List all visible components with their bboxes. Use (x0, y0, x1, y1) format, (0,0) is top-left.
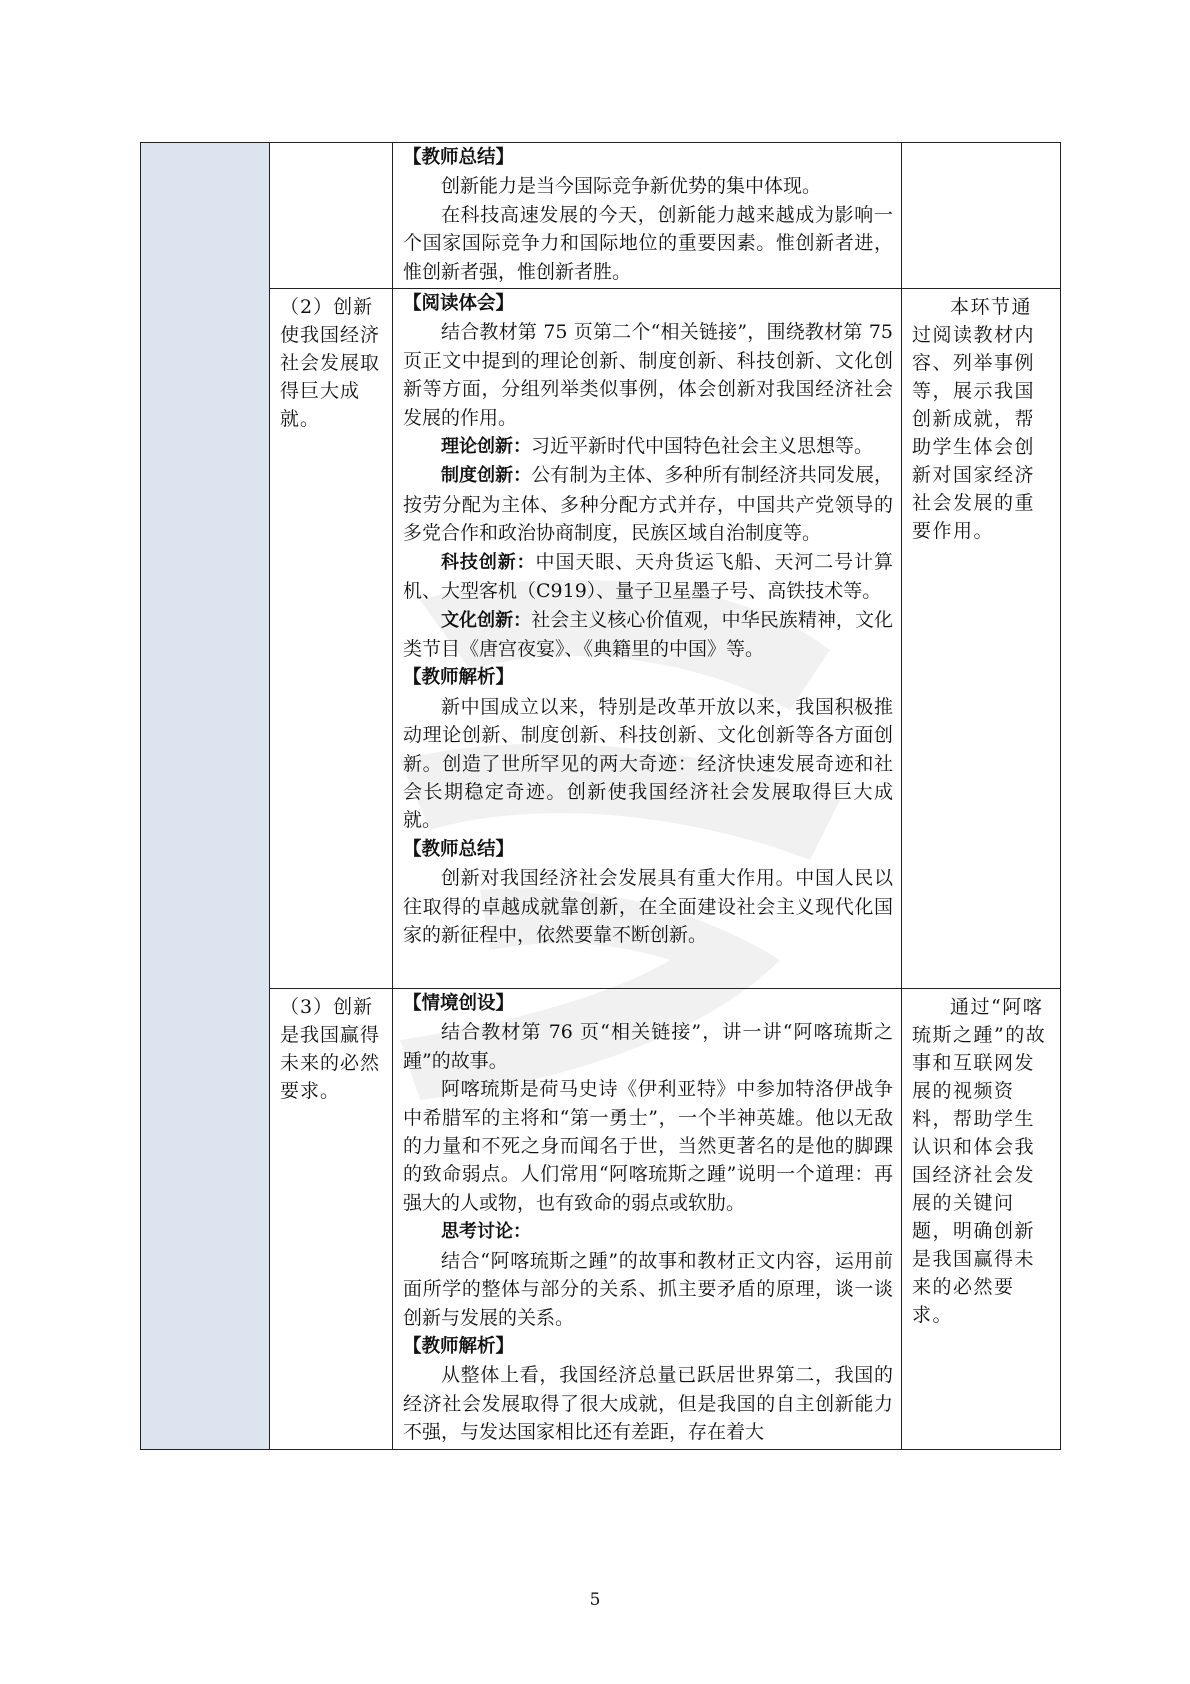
subtopic-text: （2）创新使我国经济社会发展取得巨大成就。 (280, 296, 381, 431)
subtopic-text (270, 143, 392, 147)
paragraph-label: 制度创新： (441, 465, 532, 487)
paragraph-body: 中国天眼、天舟货运飞船、天河二号计算机、大型客机（C919）、量子卫星墨子号、高铁技术等。 (403, 550, 893, 603)
subtopic-cell (270, 989, 393, 1450)
note-text (902, 289, 1060, 545)
paragraph-body: 社会主义核心价值观，中华民族精神，文化类节目《唐宫夜宴》、《典籍里的中国》等。 (403, 608, 893, 660)
paragraph-body: 公有制为主体、多种所有制经济共同发展，按劳分配为主体、多种分配方式并存，中国共产党领导的多党合作和政治协商制度，民族区域自治制度等。 (403, 464, 893, 545)
paragraph: 阿喀琉斯是荷马史诗《伊利亚特》中参加特洛伊战争中希腊军的主将和“第一勇士”，一个半神英雄。他以无敌的力量和不死之身而闻名于世，当然更著名的是他的脚踝的致命弱点。人们常用“阿喀琉斯之踵”说明一个道理：再强大的人或物，也有致命的弱点或软肋。 (403, 1078, 893, 1214)
section-column (141, 143, 270, 1450)
content-cell (393, 143, 902, 289)
paragraph-label: 思考讨论： (441, 1221, 531, 1243)
paragraph-label: 科技创新： (441, 551, 536, 573)
note-cell (902, 143, 1061, 289)
subtopic-text: （3）创新是我国赢得未来的必然要求。 (280, 996, 381, 1103)
content-cell (393, 289, 902, 989)
paragraph: 创新对我国经济社会发展具有重大作用。中国人民以往取得的卓越成就靠创新，在全面建设社会主义现代化国家的新征程中，依然要靠不断创新。 (403, 867, 893, 946)
note-body: 通过“阿喀琉斯之踵”的故事和互联网发展的视频资料，帮助学生认识和体会我国经济社会发展的关键问题，明确创新是我国赢得未来的必然要求。 (912, 996, 1047, 1327)
paragraph: 结合教材第 76 页“相关链接”，讲一讲“阿喀琉斯之踵”的故事。 (403, 1021, 893, 1072)
content-block (393, 144, 901, 288)
table-row (141, 289, 1061, 989)
subtopic-cell (270, 289, 393, 989)
paragraph (403, 432, 893, 461)
section-heading: 【教师解析】 (403, 667, 515, 689)
paragraph-body: 习近平新时代中国特色社会主义思想等。 (531, 435, 874, 458)
table-row (141, 989, 1061, 1450)
page-number: 5 (589, 1590, 601, 1610)
content-block (393, 290, 901, 951)
paragraph (403, 461, 893, 547)
paragraph (403, 1217, 893, 1246)
note-cell (902, 989, 1061, 1450)
subtopic-cell (270, 143, 393, 289)
section-heading: 【教师总结】 (403, 147, 515, 168)
paragraph: 结合“阿喀琉斯之踵”的故事和教材正文内容，运用前面所学的整体与部分的关系、抓主要矛盾的原理，谈一谈创新与发展的关系。 (403, 1249, 893, 1329)
content-block (393, 990, 901, 1449)
paragraph: 结合教材第 75 页第二个“相关链接”，围绕教材第 75 页正文中提到的理论创新、制度创新、科技创新、文化创新等方面，分组列举类似事例，体会创新对我国经济社会发展的作用。 (403, 321, 893, 429)
lesson-plan-table (140, 142, 1061, 1450)
paragraph (403, 548, 893, 606)
section-heading: 【情境创设】 (403, 993, 515, 1015)
paragraph (403, 606, 893, 664)
note-text (902, 989, 1060, 1329)
note-cell (902, 289, 1061, 989)
note-body: 本环节通过阅读教材内容、列举事例等，展示我国创新成就，帮助学生体会创新对国家经济社会发展的重要作用。 (912, 296, 1036, 543)
paragraph: 在科技高速发展的今天，创新能力越来越成为影响一个国家国际竞争力和国际地位的重要因素。惟创新者进，惟创新者强，惟创新者胜。 (403, 203, 893, 283)
section-heading: 【教师解析】 (403, 1335, 515, 1357)
paragraph: 从整体上看，我国经济总量已跃居世界第二，我国的经济社会发展取得了很大成就，但是我国的自主创新能力不强，与发达国家相比还有差距，存在着大 (403, 1364, 893, 1444)
section-heading: 【教师总结】 (403, 838, 515, 860)
note-text (902, 143, 1060, 147)
paragraph-label: 文化创新： (441, 609, 532, 631)
paragraph-label: 理论创新： (441, 436, 531, 458)
paragraph: 创新能力是当今国际竞争新优势的集中体现。 (441, 175, 822, 198)
content-cell (393, 989, 902, 1450)
paragraph: 新中国成立以来，特别是改革开放以来，我国积极推动理论创新、制度创新、科技创新、文化创新等各方面创新。创造了世所罕见的两大奇迹：经济快速发展奇迹和社会长期稳定奇迹。创新使我国经济社会发展取得巨大成就。 (403, 695, 893, 832)
section-heading: 【阅读体会】 (403, 293, 515, 315)
table-row (141, 143, 1061, 289)
